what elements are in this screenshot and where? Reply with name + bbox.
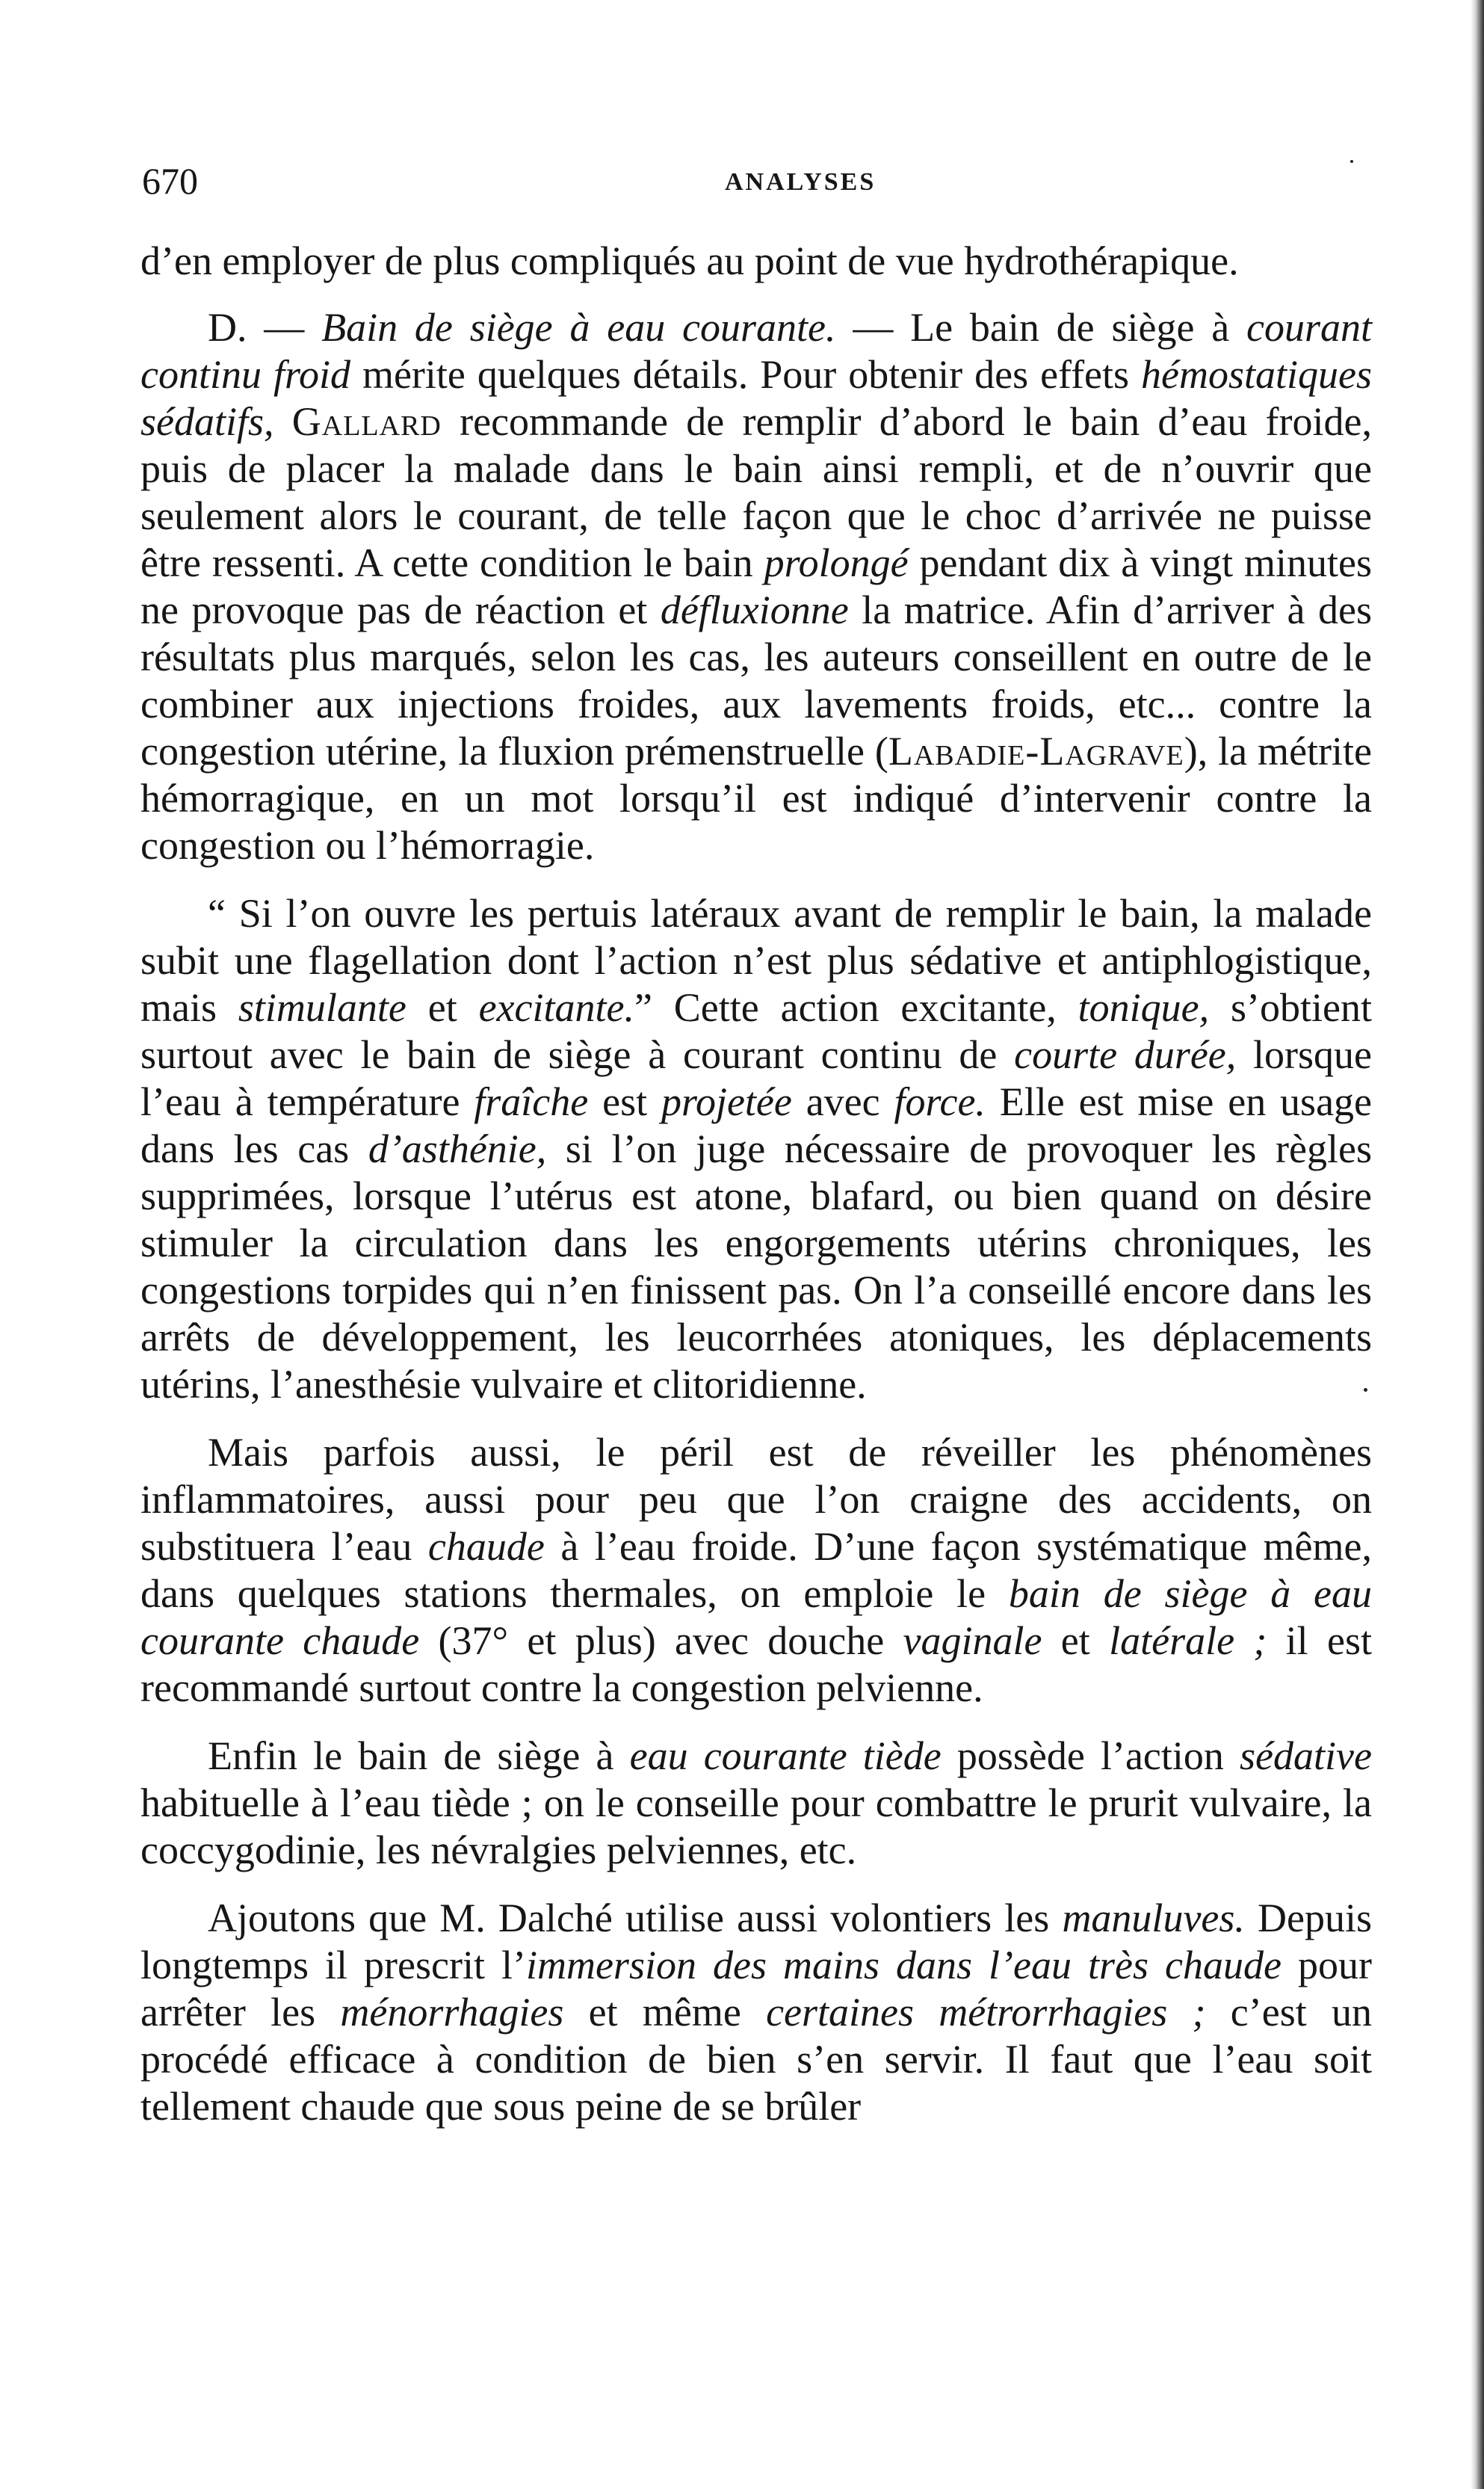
text-run: Elle est mise en usage dans les cas [140,1079,1373,1171]
text-run: mérite quelques détails. Pour obtenir des effets [350,352,1142,397]
running-head: ANALYSES [725,168,877,196]
text-run: d’en employer de plus compliqués au point de vue hydrothérapique. [140,238,1239,283]
italic-text: force. [894,1079,986,1124]
paragraph [140,1429,1372,1712]
italic-text: d’asthénie, [368,1126,547,1171]
text-run: si l’on juge nécessaire de provoquer les règles supprimées, lorsque l’utérus est atone, blafard, ou bien quand on désire stimuler la circulation dans les engorgements utérins chroniques, les congestions torpides qui n’en finissent pas. On l’a conseillé encore dans les arrêts de développement, les leucorrhées atoniques, les déplacements utérins, l’anesthésie vulvaire et clitoridienne. [140,1126,1372,1407]
italic-text: fraîche [474,1079,589,1124]
italic-text: projetée [661,1079,792,1124]
text-run: Enfin le bain de siège à [208,1733,630,1778]
italic-text: défluxionne [660,587,849,632]
italic-text: latérale ; [1109,1618,1267,1663]
text-run: à l’eau froide. D’une façon systématique même, dans quelques stations thermales, on emploie le [140,1524,1372,1616]
text-run: “ Si l’on ouvre les pertuis latéraux avant de remplir le bain, la malade subit une flagellation dont l’action n’est plus sédative et antiphlogistique, mais [140,891,1372,1030]
small-caps-text: Gallard [291,399,442,444]
italic-text: manuluves. [1062,1896,1245,1940]
italic-text: stimulante [238,985,406,1030]
text-run: avec [791,1079,894,1124]
text-run: lorsque l’eau à température [140,1032,1373,1124]
paragraph [140,890,1372,1408]
italic-text: courant continu froid [140,305,1373,397]
page-header [142,158,1375,211]
paragraph [140,304,1372,869]
italic-text: bain de siège à eau courante chaude [140,1571,1372,1663]
text-run: s’obtient surtout avec le bain de siège à courant continu de [140,985,1372,1077]
paragraph [140,238,1372,285]
text-run: recommande de remplir d’abord le bain d’eau froide, puis de placer la malade dans le bain ainsi rempli, et de n’ouvrir que seulement alors le courant, de telle façon que le choc d’arrivée ne puisse être ressenti. A cette condition le bain [140,399,1372,585]
italic-text: sédative [1240,1733,1372,1778]
text-run: pour arrêter les [140,1943,1373,2035]
text-run: D. — [208,305,322,350]
text-run: ), la métrite hémorragique, en un mot lorsqu’il est indiqué d’intervenir contre la congestion ou l’hémorragie. [140,729,1372,868]
italic-text: excitante. [478,985,634,1030]
paragraph [140,1733,1372,1874]
text-run: possède l’action [941,1733,1240,1778]
text-run: ” Cette action excitante, [634,985,1078,1030]
text-run [274,399,292,444]
text-run: Ajoutons que M. Dalché utilise aussi volontiers les [208,1896,1063,1940]
italic-text: Bain de siège à eau courante. [321,305,836,350]
italic-text: tonique, [1078,985,1210,1030]
text-run: et [1042,1618,1110,1663]
italic-text: eau courante tiède [629,1733,942,1778]
text-run: il est recommandé surtout contre la congestion pelvienne. [140,1618,1372,1710]
text-run: c’est un procédé efficace à condition de bien s’en servir. Il faut que l’eau soit tellement chaude que sous peine de se brûler [140,1990,1372,2129]
italic-text: courte durée, [1014,1032,1237,1077]
body-text [140,238,1372,2151]
text-run: habituelle à l’eau tiède ; on le conseille pour combattre le prurit vulvaire, la coccygodinie, les névralgies pelviennes, etc. [140,1780,1372,1872]
italic-text: certaines métrorrhagies ; [766,1990,1206,2035]
text-run: et même [563,1990,767,2035]
italic-text: immersion des mains dans l’eau très chaude [525,1943,1282,1987]
text-run: pendant dix à vingt minutes ne provoque pas de réaction et [140,540,1372,632]
scan-speck [1350,160,1353,163]
italic-text: prolongé [764,540,909,585]
text-run: est [588,1079,661,1124]
text-run: Mais parfois aussi, le péril est de réveiller les phénomènes inflammatoires, aussi pour peu que l’on craigne des accidents, on substituera l’eau [140,1430,1372,1569]
paragraph [140,1895,1372,2130]
text-run: (37° et plus) avec douche [419,1618,903,1663]
scan-edge-shadow [1471,0,1484,2489]
page-number: 670 [142,160,198,202]
text-run: Depuis longtemps il prescrit l’ [140,1896,1373,1987]
text-run: la matrice. Afin d’arriver à des résultats plus marqués, selon les cas, les auteurs conseillent en outre de le combiner aux injections froides, aux lavements froids, etc... contre la congestion utérine, la fluxion prémenstruelle ( [140,587,1372,774]
italic-text: ménorrhagies [340,1990,564,2035]
italic-text: hémostatiques sédatifs, [140,352,1372,444]
italic-text: chaude [427,1524,545,1569]
text-run: et [406,985,479,1030]
scan-speck [1364,1388,1367,1392]
text-run: — Le bain de siège à [835,305,1247,350]
italic-text: vaginale [903,1618,1042,1663]
small-caps-text: Labadie-Lagrave [888,729,1184,774]
